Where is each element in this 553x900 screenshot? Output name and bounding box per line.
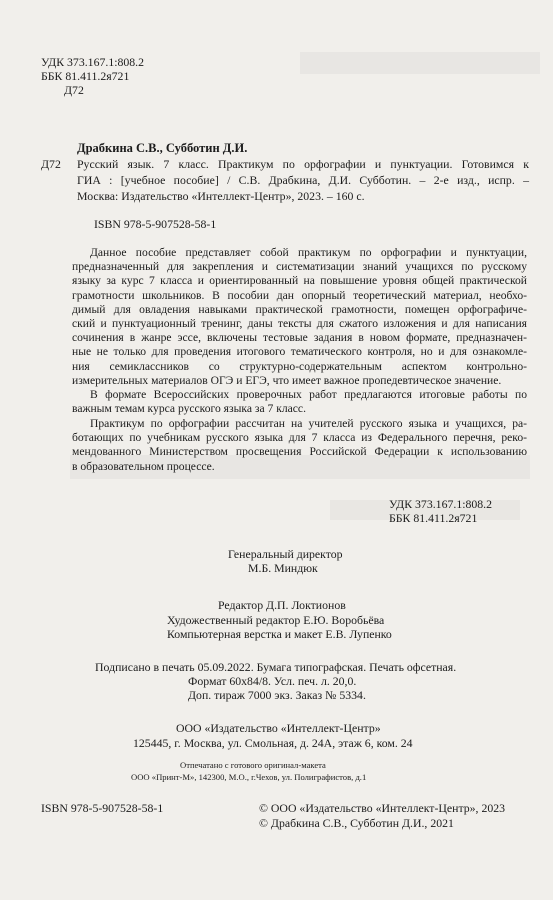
footer-isbn: ISBN 978-5-907528-58-1 bbox=[41, 801, 164, 815]
copyright-publisher: © ООО «Издательство «Интеллект-Центр», 2023 bbox=[259, 801, 506, 815]
annotation-line: языку за курс 7 класса и ориентированный на повышение уровня общей практической bbox=[72, 274, 527, 288]
annotation-paragraph-1 bbox=[72, 246, 527, 388]
annotation-line: грамотности школьников. В пособии дан опорный теоретический материал, необхо- bbox=[72, 288, 527, 302]
editor-credit: Редактор Д.П. Локтионов bbox=[218, 598, 346, 612]
copyright-authors: © Драбкина С.В., Субботин Д.И., 2021 bbox=[259, 816, 454, 830]
director-title: Генеральный директор bbox=[228, 547, 343, 561]
annotation-line: в образовательном процессе. bbox=[72, 459, 215, 473]
annotation-line: Практикум по орфографии рассчитан на учителей русского языка и учащихся, ра- bbox=[90, 417, 527, 430]
print-info-line-3: Доп. тираж 7000 экз. Заказ № 5334. bbox=[188, 688, 366, 702]
publisher-address: 125445, г. Москва, ул. Смольная, д. 24А, этаж 6, ком. 24 bbox=[133, 736, 413, 750]
art-editor-credit: Художественный редактор Е.Ю. Воробьёва bbox=[167, 613, 385, 627]
publisher-name: ООО «Издательство «Интеллект-Центр» bbox=[176, 721, 381, 735]
author-mark-top: Д72 bbox=[64, 83, 84, 97]
annotation-line: ботающих по учебникам русского языка для 7 класса из Федерального перечня, реко- bbox=[72, 431, 527, 445]
annotation-line: предназначенный для закрепления и систематизации знаний учащихся по русскому bbox=[72, 260, 527, 274]
annotation-line: важным темам курса русского языка за 7 класс. bbox=[72, 402, 306, 416]
udk-code: УДК 373.167.1:808.2 bbox=[389, 497, 493, 511]
annotation-line: ский и пунктуационный тренинг, даны тексты для сжатого изложения и для написания bbox=[72, 316, 527, 330]
biblio-line-1: Русский язык. 7 класс. Практикум по орфографии и пунктуации. Готовимся к bbox=[77, 157, 529, 171]
annotation-line: сочинения в жанре эссе, включены тестовые задания в новом формате, предназначен- bbox=[72, 331, 527, 345]
annotation-line: ные не только для проведения итогового тематического контроля, но и для ознакомле- bbox=[72, 345, 527, 359]
printer-line-1: Отпечатано с готового оригинал-макета bbox=[180, 760, 326, 770]
biblio-line-3: Москва: Издательство «Интеллект-Центр», 2023. – 160 с. bbox=[77, 189, 365, 203]
annotation-line: Данное пособие представляет собой практикум по орфографии и пунктуации, bbox=[90, 246, 527, 259]
printer-line-2: ООО «Принт-М», 142300, М.О., г.Чехов, ул. Полиграфистов, д.1 bbox=[131, 772, 367, 782]
annotation-line: ния семиклассников со структурно-содержательным аспектом контрольно- bbox=[72, 359, 527, 373]
biblio-line-2: ГИА : [учебное пособие] / С.В. Драбкина, Д.И. Субботин. – 2-е изд., испр. – bbox=[77, 173, 529, 187]
annotation-paragraph-3 bbox=[72, 417, 527, 474]
authors-heading: Драбкина С.В., Субботин Д.И. bbox=[77, 141, 248, 155]
udk-code-top: УДК 373.167.1:808.2 bbox=[41, 55, 145, 69]
annotation-line: димый для овладения навыками практической грамотности, помещен орфографиче- bbox=[72, 302, 527, 316]
annotation-paragraph-2 bbox=[72, 388, 527, 416]
bbk-code-top: ББК 81.411.2я721 bbox=[41, 69, 130, 83]
print-info-line-2: Формат 60x84/8. Усл. печ. л. 20,0. bbox=[188, 674, 357, 688]
annotation-line: мендованного Министерством просвещения Российской Федерации к использованию bbox=[72, 445, 527, 459]
layout-credit: Компьютерная верстка и макет Е.В. Лупенко bbox=[167, 627, 392, 641]
author-mark: Д72 bbox=[41, 157, 61, 171]
show-through-decoration bbox=[300, 52, 540, 74]
biblio-isbn: ISBN 978-5-907528-58-1 bbox=[94, 217, 217, 231]
print-info-line-1: Подписано в печать 05.09.2022. Бумага типографская. Печать офсетная. bbox=[95, 660, 457, 674]
annotation-line: В формате Всероссийских проверочных работ предлагаются итоговые работы по bbox=[90, 388, 527, 401]
director-name: М.Б. Миндюк bbox=[248, 561, 318, 575]
annotation-line: измерительных материалов ОГЭ и ЕГЭ, что имеет важное пропедевтическое значение. bbox=[72, 373, 502, 387]
bbk-code: ББК 81.411.2я721 bbox=[389, 511, 478, 525]
